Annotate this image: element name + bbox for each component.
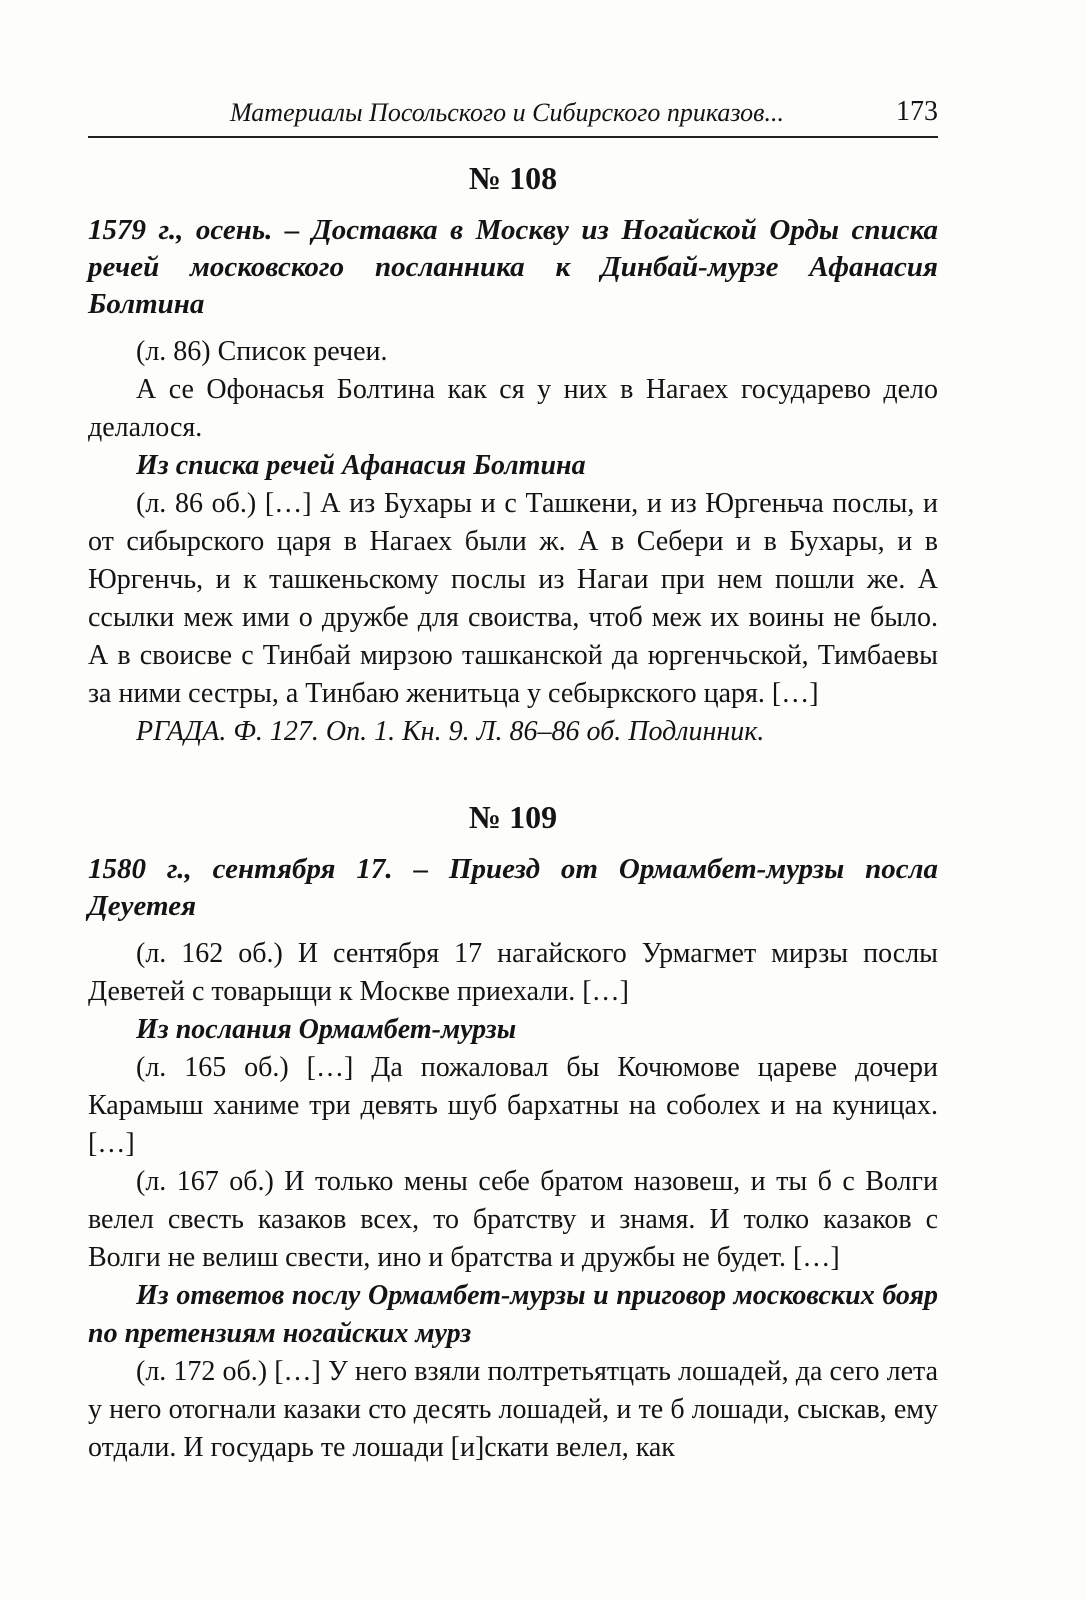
paragraph: А се Офонасья Болтина как ся у них в Нагаех государево дело делалося. (88, 374, 938, 443)
page-body (88, 146, 938, 1467)
section-subheading: Из ответов послу Ормамбет-мурзы и приговор московских бояр по претензиям ногайских мурз (88, 1280, 938, 1349)
paragraph: (л. 172 об.) […] У него взяли полтретьятцать лошадей, да сего лета у него отогнали казаки сто десять лошадей, и те б лошади, сыскав, ему отдали. И государь те лошади [и]скати велел, как (88, 1356, 938, 1463)
document-109 (88, 795, 938, 1467)
document-number: № 108 (468, 160, 558, 196)
document-number: № 109 (468, 799, 558, 835)
paragraph: (л. 162 об.) И сентября 17 нагайского Урмагмет мирзы послы Деветей с товарыщи к Москве приехали. […] (88, 938, 938, 1007)
section-subheading: Из послания Ормамбет-мурзы (136, 1014, 517, 1045)
document-heading: 1579 г., осень. – Доставка в Москву из Ногайской Орды списка речей московского посланника к Динбай-мурзе Афанасия Болтина (88, 214, 938, 320)
running-header (88, 92, 938, 138)
document-heading: 1580 г., сентября 17. – Приезд от Ормамбет-мурзы посла Деуетея (88, 853, 938, 922)
paragraph: (л. 165 об.) […] Да пожаловал бы Кочюмове цареве дочери Карамыш ханиме три девять шуб бархатны на соболех и на куницах. […] (88, 1052, 938, 1159)
paragraph: (л. 86 об.) […] А из Бухары и с Ташкени, и из Юргеньча послы, и от сибырского царя в Нагаех были ж. А в Себери и в Бухары, и в Юргенчь, и к ташкеньскому послы из Нагаи при нем пошли же. А ссылки меж ими о дружбе для своиства, чтоб меж их воины не было. А в своисве с Тинбай мирзою ташканской да юргенчьской, Тимбаевы за ними сестры, а Тинбаю женитьца у себыркского царя. […] (88, 488, 938, 709)
section-subheading: Из списка речей Афанасия Болтина (136, 450, 586, 481)
document-108 (88, 156, 938, 751)
running-title: Материалы Посольского и Сибирского приказов... (230, 98, 784, 127)
paragraph: (л. 86) Список речеи. (136, 336, 388, 367)
archive-source: РГАДА. Ф. 127. Оп. 1. Кн. 9. Л. 86–86 об. Подлинник. (136, 716, 765, 747)
paragraph: (л. 167 об.) И только мены себе братом назовеш, и ты б с Волги велел свесть казаков всех, то братству и знамя. И толко казаков с Волги не велиш свести, ино и братства и дружбы не будет. […] (88, 1166, 938, 1273)
page-number: 173 (896, 96, 938, 127)
